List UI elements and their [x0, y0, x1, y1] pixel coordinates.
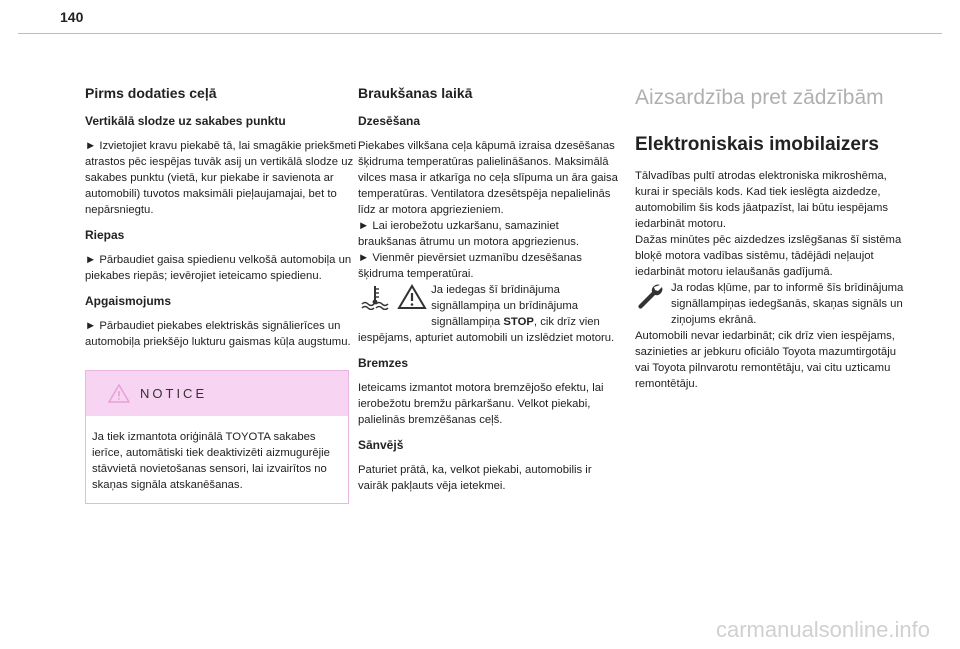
wrench-icon-wrap	[635, 282, 665, 315]
paragraph-brakes: Ieteicams izmantot motora bremzējošo efektu, lai ierobežotu bremžu pārkaršanu. Velkot piekabi, palielinās bremzēšanas ceļš.	[358, 382, 604, 426]
top-divider	[18, 33, 942, 34]
warning-text-a: Ja iedegas šī brīdinājuma signāllampiņa un brīdinājuma signāllampiņa	[431, 284, 579, 328]
stop-label: STOP	[503, 316, 534, 328]
paragraph-warning-light	[358, 282, 620, 346]
notice-text: Ja tiek izmantota oriģinālā TOYOTA sakabes ierīce, automātiski tiek deaktivizēti aizmugurējie stāvvietā novietošanas sensori, lai izvairītos no skaņas signāla atskanēšanas.	[92, 431, 330, 491]
subheading-lighting: Apgaismojums	[85, 294, 172, 308]
warning-text-b: , cik drīz vien iespējams, apturiet automobili un izslēdziet motoru.	[358, 316, 615, 344]
heading-before-driving: Pirms dodaties ceļā	[85, 85, 217, 101]
paragraph-cooling: Piekabes vilkšana ceļa kāpumā izraisa dzesēšanas šķidruma temperatūras palielināšanos. Maksimālā vilces masa ir atkarīga no ceļa slīpuma un āra gaisa temperatūras. Ventilatora dzesētspēja nepalielinās līdz ar motora apgriezieniem.	[358, 140, 618, 216]
paragraph-tyres: ► Pārbaudiet gaisa spiedienu velkošā automobiļa un piekabes riepās; ievērojiet ieteicamo spiedienu.	[85, 254, 352, 282]
paragraph-lock: Dažas minūtes pēc aizdedzes izslēgšanas šī sistēma bloķē motora vadības sistēmu, tādējādi neļaujot iedarbināt motoru ielaušanās gadījumā.	[635, 234, 902, 278]
notice-box	[85, 370, 349, 504]
heading-immobiliser: Elektroniskais imobilaizers	[635, 134, 879, 155]
heading-while-driving: Braukšanas laikā	[358, 85, 473, 101]
paragraph-remote-chip: Tālvadības pultī atrodas elektroniska mikroshēma, kurai ir speciāls kods. Kad tiek ieslēgta aizdedze, automobilim šis kods jāatpazīst, lai būtu iespējams iedarbināt motoru.	[635, 170, 889, 230]
column-while-driving	[358, 80, 620, 504]
subheading-vertical-load: Vertikālā slodze uz sakabes punktu	[85, 114, 286, 128]
paragraph-contact-dealer: Automobili nevar iedarbināt; cik drīz vien iespējams, sazinieties ar jebkuru oficiālo Toyota mazumtirgotāju vai Toyota pilnvarotu remontētāju, vai citu uzticamu remontētāju.	[635, 330, 897, 390]
paragraph-load: ► Izvietojiet kravu piekabē tā, lai smagākie priekšmeti atrastos pēc iespējas tuvāk asij un vertikālā slodze uz sakabes punktu (vietā, kur piekabe ir savienota ar automobili) tuvotos maksimāli pieļaujamajai, bet to nepārsniegtu.	[85, 140, 357, 216]
notice-header	[86, 371, 348, 416]
warning-triangle-icon	[108, 384, 130, 403]
column-before-driving	[85, 80, 368, 504]
subheading-crosswind: Sānvējš	[358, 438, 404, 452]
notice-title: NOTICE	[140, 386, 208, 401]
paragraph-lighting: ► Pārbaudiet piekabes elektriskās signālierīces un automobiļa priekšējo lukturu gaismas kūļa augstumu.	[85, 320, 351, 348]
subheading-tyres: Riepas	[85, 228, 125, 242]
coolant-temperature-icon	[358, 284, 392, 310]
fault-text: Ja rodas kļūme, par to informē šīs brīdinājuma signāllampiņas iedegšanās, skaņas signāls un ziņojums ekrānā.	[671, 282, 904, 326]
paragraph-watch-temp: ► Vienmēr pievērsiet uzmanību dzesēšanas šķidruma temperatūrai.	[358, 252, 582, 280]
warning-triangle-icon	[397, 284, 427, 310]
paragraph-fault	[635, 280, 910, 328]
subheading-cooling: Dzesēšana	[358, 114, 421, 128]
paragraph-reduce-heat: ► Lai ierobežotu uzkaršanu, samaziniet braukšanas ātrumu un motora apgriezienus.	[358, 220, 580, 248]
wrench-icon	[635, 282, 665, 310]
subheading-brakes: Bremzes	[358, 356, 409, 370]
section-title: Aizsardzība pret zādzībām	[635, 86, 884, 109]
warning-icons	[358, 284, 427, 315]
page-number: 140	[60, 9, 84, 25]
paragraph-crosswind: Paturiet prātā, ka, velkot piekabi, automobilis ir vairāk pakļauts vēja ietekmei.	[358, 464, 592, 492]
watermark: carmanualsonline.info	[715, 617, 930, 642]
column-anti-theft	[635, 80, 910, 402]
